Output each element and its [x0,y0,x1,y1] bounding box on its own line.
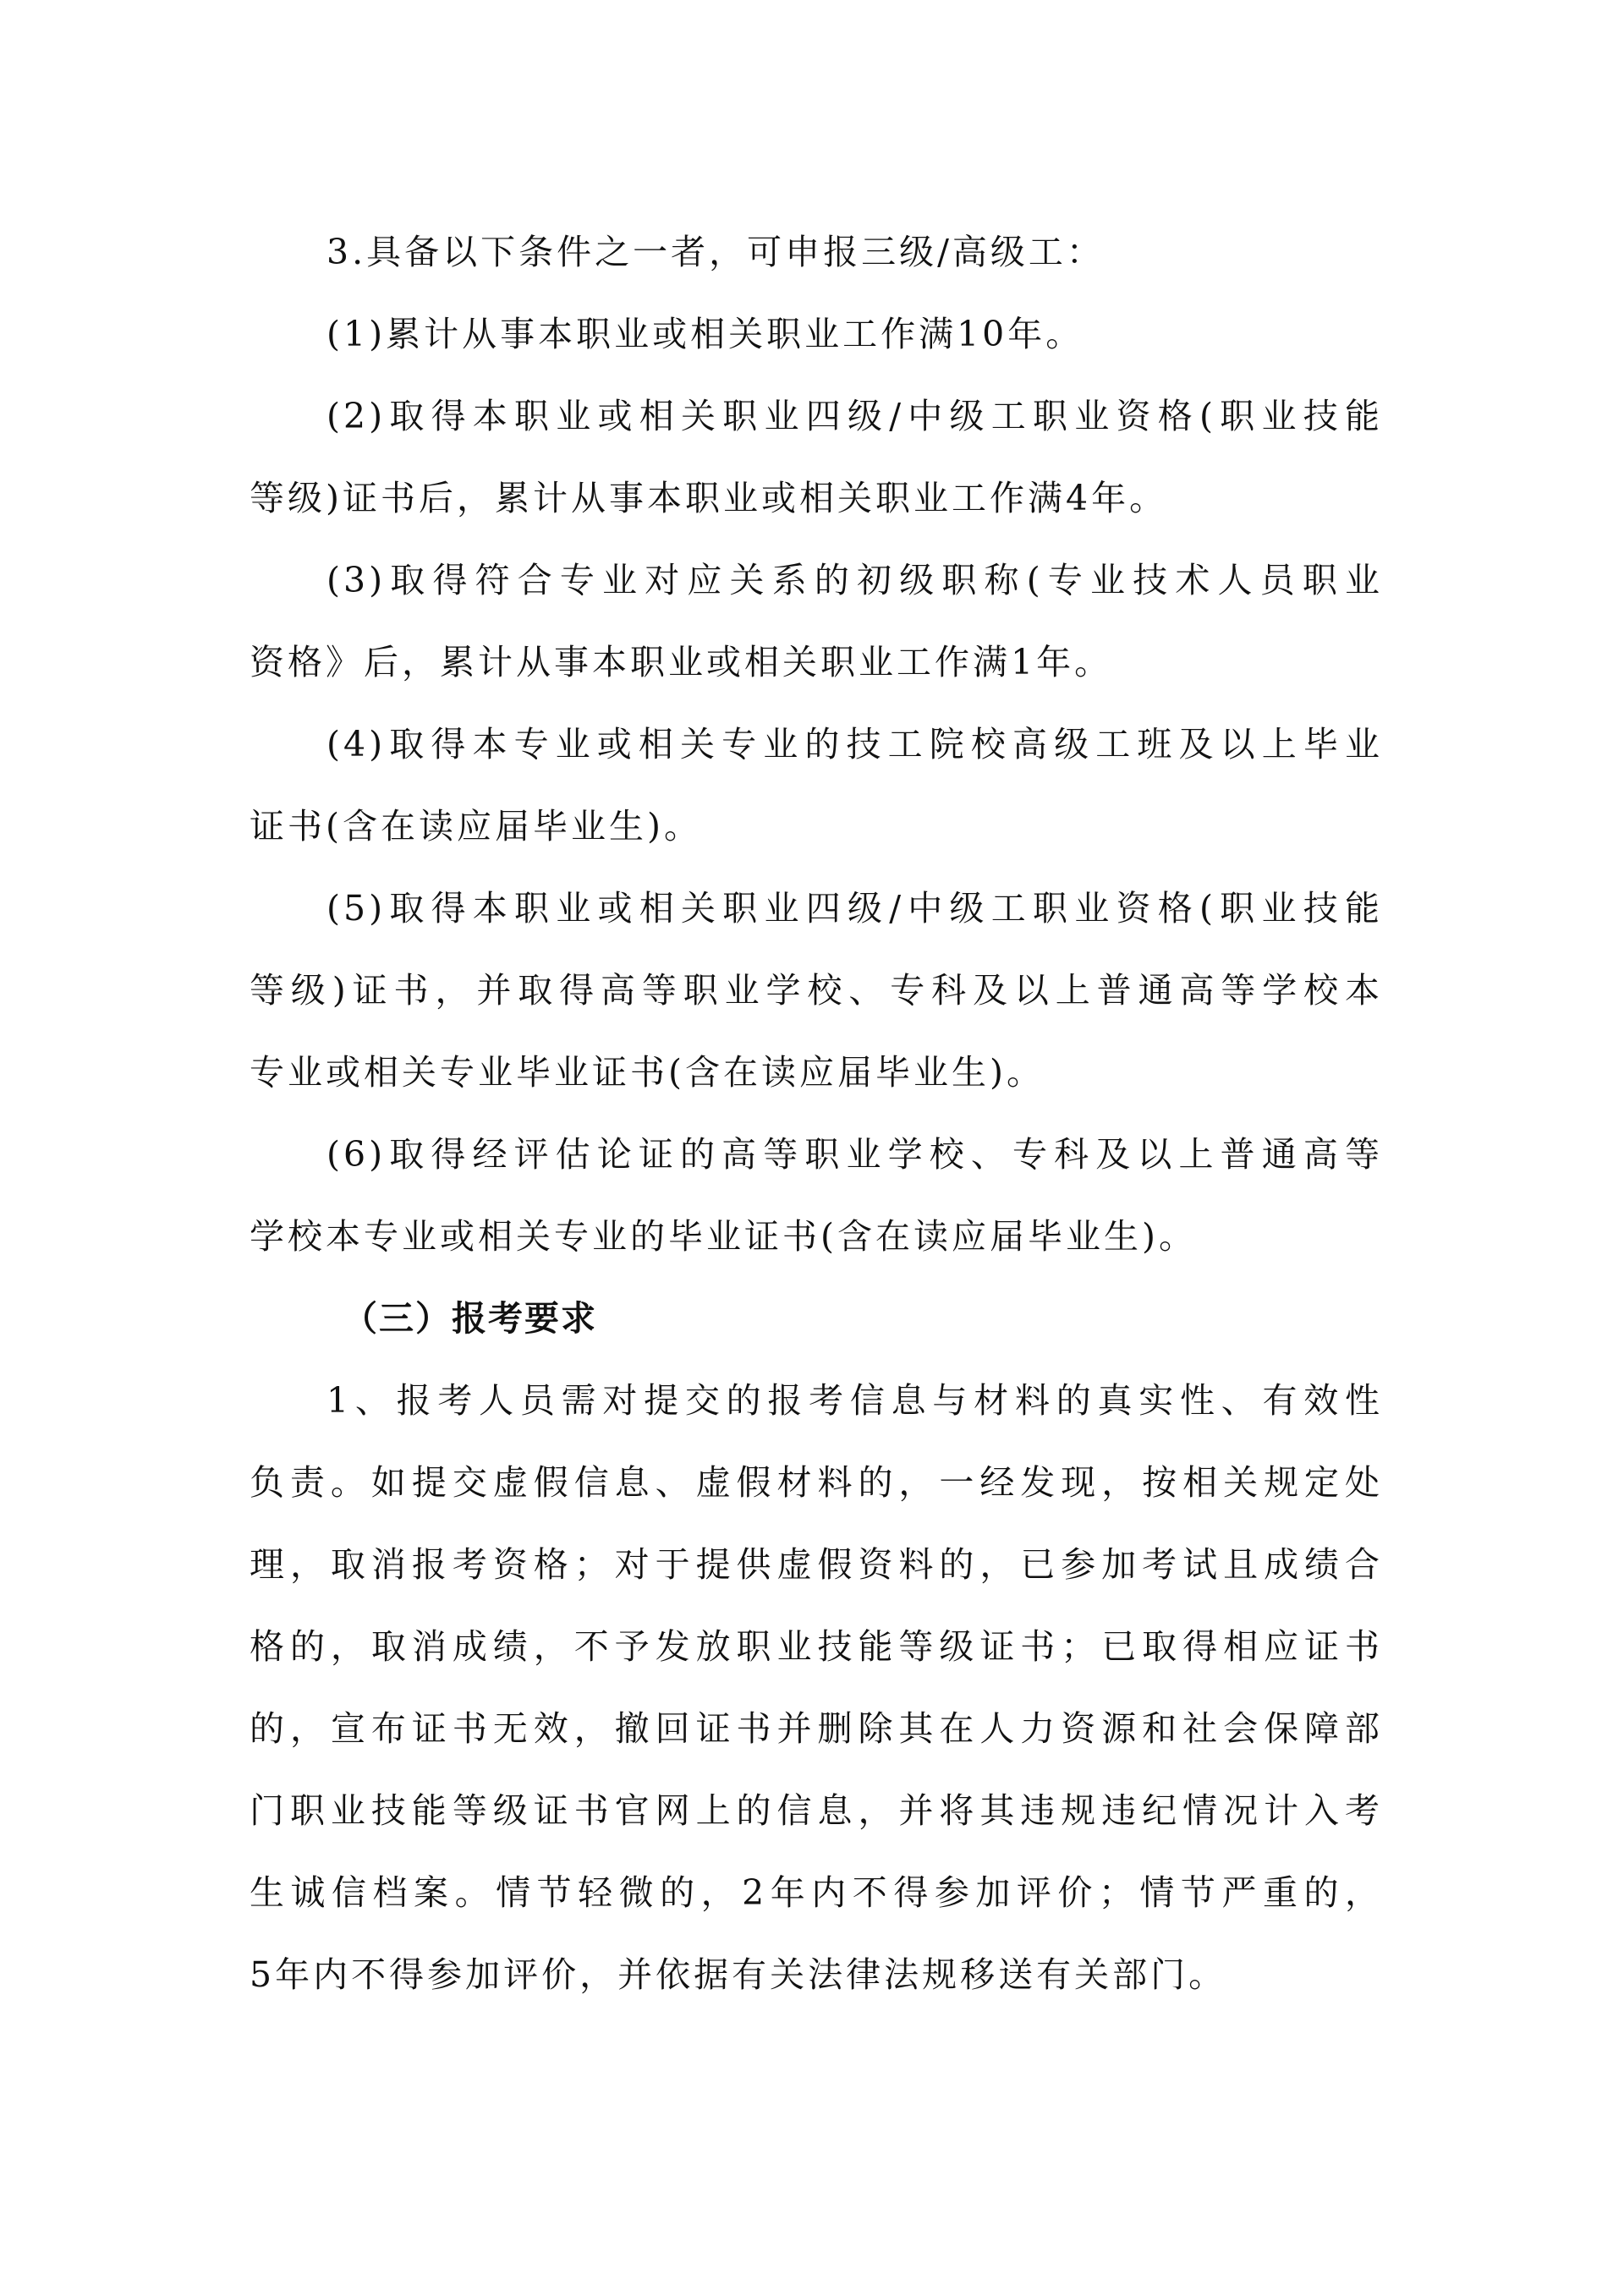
condition-item-2-line-1: (2)取得本职业或相关职业四级/中级工职业资格(职业技能 [326,396,1383,436]
requirement-1-line-1: 1、报考人员需对提交的报考信息与材料的真实性、有效性 [326,1380,1383,1421]
condition-3-heading: 3.具备以下条件之一者，可申报三级/高级工： [326,232,1105,272]
condition-item-5-line-3: 专业或相关专业毕业证书(含在读应届毕业生)。 [250,1052,1045,1093]
requirement-1-line-7: 生诚信档案。情节轻微的，2年内不得参加评价；情节严重的， [250,1872,1383,1913]
condition-item-6-line-1: (6)取得经评估论证的高等职业学校、专科及以上普通高等 [326,1134,1383,1175]
requirement-1-line-3: 理，取消报考资格；对于提供虚假资料的，已参加考试且成绩合 [250,1544,1383,1585]
condition-item-3-line-1: (3)取得符合专业对应关系的初级职称(专业技术人员职业 [326,560,1383,600]
requirement-1-line-5: 的，宣布证书无效，撤回证书并删除其在人力资源和社会保障部 [250,1708,1383,1749]
condition-item-3-line-2: 资格》后，累计从事本职业或相关职业工作满1年。 [250,642,1113,682]
condition-item-5-line-2: 等级)证书，并取得高等职业学校、专科及以上普通高等学校本 [250,970,1383,1011]
condition-item-4-line-2: 证书(含在读应届毕业生)。 [250,806,702,847]
section-heading-exam-requirements: （三）报考要求 [343,1298,597,1339]
condition-item-1: (1)累计从事本职业或相关职业工作满10年。 [326,314,1084,354]
condition-item-5-line-1: (5)取得本职业或相关职业四级/中级工职业资格(职业技能 [326,888,1383,929]
condition-item-6-line-2: 学校本专业或相关专业的毕业证书(含在读应届毕业生)。 [250,1216,1197,1257]
condition-item-2-line-2: 等级)证书后，累计从事本职业或相关职业工作满4年。 [250,478,1168,518]
requirement-1-line-6: 门职业技能等级证书官网上的信息，并将其违规违纪情况计入考 [250,1790,1383,1831]
condition-item-4-line-1: (4)取得本专业或相关专业的技工院校高级工班及以上毕业 [326,724,1383,764]
requirement-1-line-8: 5年内不得参加评价，并依据有关法律法规移送有关部门。 [250,1954,1227,1995]
requirement-1-line-4: 格的，取消成绩，不予发放职业技能等级证书；已取得相应证书 [250,1626,1383,1667]
requirement-1-line-2: 负责。如提交虚假信息、虚假材料的，一经发现，按相关规定处 [250,1462,1383,1503]
